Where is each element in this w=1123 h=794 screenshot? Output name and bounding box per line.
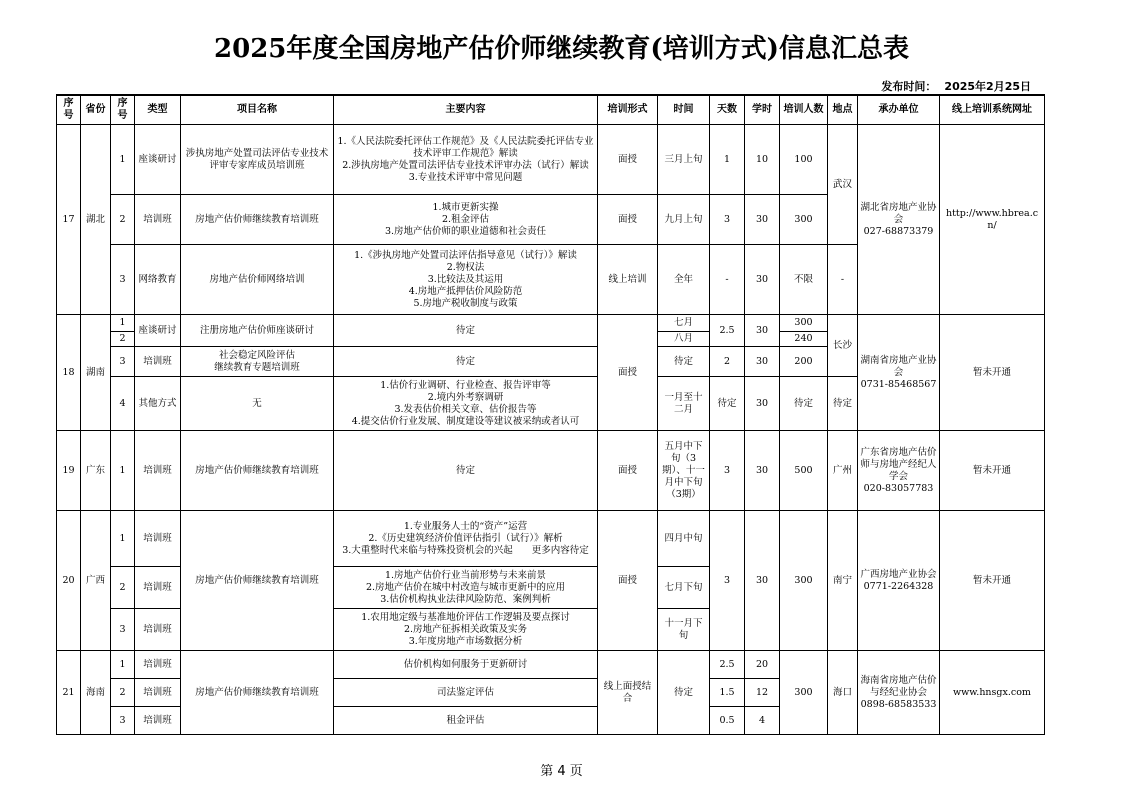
content-line: 2.涉执房地产处置司法评估专业技术评审办法（试行）解读 (342, 159, 589, 171)
days-cell: 0.5 (710, 707, 745, 735)
content-cell: 待定 (334, 315, 598, 347)
content-cell (334, 195, 598, 245)
header-sub-seq: 序号 (111, 95, 135, 125)
hours-cell: 10 (745, 125, 780, 195)
content-cell: 待定 (334, 431, 598, 511)
text-line: 湖南省房地产业协会 (860, 354, 937, 378)
table-row (57, 125, 1045, 195)
form-cell: 面授 (598, 315, 658, 431)
content-cell (334, 245, 598, 315)
text-line: 027-68873379 (863, 225, 934, 237)
form-cell: 线上培训 (598, 245, 658, 315)
seq-cell: 18 (57, 315, 81, 431)
table-row (57, 431, 1045, 511)
content-cell: 司法鉴定评估 (334, 679, 598, 707)
text-line: 海南省房地产估价与经纪业协会 (860, 674, 937, 698)
time-cell: 三月上旬 (658, 125, 710, 195)
header-content: 主要内容 (334, 95, 598, 125)
type-cell: 培训班 (135, 195, 181, 245)
type-cell: 培训班 (135, 651, 181, 679)
days-cell: 1.5 (710, 679, 745, 707)
hours-cell: 4 (745, 707, 780, 735)
content-line: 4.房地产抵押估价风险防范 (408, 285, 523, 297)
days-cell: 1 (710, 125, 745, 195)
org-cell (858, 511, 940, 651)
content-line: 1.《人民法院委托评估工作规范》及《人民法院委托评估专业技术评审工作规范》解读 (337, 135, 594, 159)
seq-cell: 17 (57, 125, 81, 315)
sub-seq-cell: 1 (111, 431, 135, 511)
content-line: 2.房地产征拆相关政策及实务 (403, 623, 528, 635)
place-cell: 南宁 (828, 511, 858, 651)
header-type: 类型 (135, 95, 181, 125)
province-cell: 湖北 (81, 125, 111, 315)
content-cell (334, 609, 598, 651)
url-cell: http://www.hbrea.cn/ (940, 125, 1045, 315)
days-cell: 3 (710, 511, 745, 651)
days-cell: 待定 (710, 377, 745, 431)
content-line: 3.房地产估价师的职业道德和社会责任 (384, 225, 547, 237)
count-cell: 不限 (780, 245, 828, 315)
hours-cell: 20 (745, 651, 780, 679)
content-line: 1.城市更新实操 (432, 201, 499, 213)
text-line: 0898-68583533 (860, 698, 937, 710)
publish-label: 发布时间： (881, 80, 937, 93)
seq-cell: 20 (57, 511, 81, 651)
header-time: 时间 (658, 95, 710, 125)
type-cell: 培训班 (135, 609, 181, 651)
header-org: 承办单位 (858, 95, 940, 125)
content-line: 3.估价机构执业法律风险防范、案例判析 (380, 593, 551, 605)
text-line: 0771-2264328 (863, 580, 934, 592)
form-cell: 线上面授结合 (598, 651, 658, 735)
content-line: 3.专业技术评审中常见问题 (408, 171, 523, 183)
sub-seq-cell: 3 (111, 245, 135, 315)
days-cell: 2 (710, 347, 745, 377)
type-cell: 网络教育 (135, 245, 181, 315)
content-line: 1.农用地定级与基准地价评估工作逻辑及要点探讨 (361, 611, 570, 623)
time-cell: 四月中旬 (658, 511, 710, 567)
content-line: 2.境内外考察调研 (427, 391, 504, 403)
header-count: 培训人数 (780, 95, 828, 125)
url-cell: www.hnsgx.com (940, 651, 1045, 735)
org-cell (858, 431, 940, 511)
name-cell: 无 (181, 377, 334, 431)
content-line: 2.物权法 (446, 261, 485, 273)
text-line: 广西房地产业协会 (860, 568, 937, 580)
content-line: 1.《涉执房地产处置司法评估指导意见（试行）》解读 (354, 249, 577, 261)
count-cell: 300 (780, 195, 828, 245)
org-cell (858, 315, 940, 431)
sub-seq-cell: 2 (111, 332, 135, 347)
text-line: 继续教育专题培训班 (214, 361, 300, 373)
content-cell: 待定 (334, 347, 598, 377)
place-cell: 待定 (828, 377, 858, 431)
page-title: 2025年度全国房地产估价师继续教育(培训方式)信息汇总表 (214, 34, 909, 64)
name-cell: 房地产估价师继续教育培训班 (181, 431, 334, 511)
header-province: 省份 (81, 95, 111, 125)
sub-seq-cell: 3 (111, 347, 135, 377)
sub-seq-cell: 1 (111, 511, 135, 567)
count-cell: 100 (780, 125, 828, 195)
header-name: 项目名称 (181, 95, 334, 125)
days-cell: 3 (710, 431, 745, 511)
sub-seq-cell: 1 (111, 651, 135, 679)
text-line: 湖北省房地产业协会 (860, 201, 937, 225)
days-cell: - (710, 245, 745, 315)
count-cell: 300 (780, 511, 828, 651)
sub-seq-cell: 2 (111, 567, 135, 609)
type-cell: 培训班 (135, 511, 181, 567)
header-seq: 序号 (57, 95, 81, 125)
publish-date (873, 78, 1031, 94)
place-cell: 武汉 (828, 125, 858, 245)
header-days: 天数 (710, 95, 745, 125)
hours-cell: 12 (745, 679, 780, 707)
content-line: 5.房地产税收制度与政策 (413, 297, 518, 309)
sub-seq-cell: 2 (111, 195, 135, 245)
content-line: 1.房地产估价行业当前形势与未来前景 (384, 569, 547, 581)
province-cell: 海南 (81, 651, 111, 735)
type-cell: 培训班 (135, 679, 181, 707)
header-place: 地点 (828, 95, 858, 125)
name-cell (181, 347, 334, 377)
publish-date-value: 2025年2月25日 (944, 80, 1031, 93)
form-cell: 面授 (598, 125, 658, 195)
sub-seq-cell: 3 (111, 609, 135, 651)
time-cell: 五月中下旬（3期）、十一月中下旬（3期） (658, 431, 710, 511)
form-cell: 面授 (598, 431, 658, 511)
text-line: 广东省房地产估价师与房地产经纪人学会 (860, 446, 937, 482)
hours-cell: 30 (745, 347, 780, 377)
hours-cell: 30 (745, 431, 780, 511)
page-number: 第 4 页 (540, 764, 583, 779)
url-cell: 暂未开通 (940, 511, 1045, 651)
header-hours: 学时 (745, 95, 780, 125)
content-line: 1.估价行业调研、行业检查、报告评审等 (380, 379, 551, 391)
days-cell: 2.5 (710, 315, 745, 347)
name-cell: 房地产估价师网络培训 (181, 245, 334, 315)
content-cell (334, 377, 598, 431)
count-cell: 200 (780, 347, 828, 377)
content-line: 3.发表估价相关文章、估价报告等 (394, 403, 537, 415)
type-cell: 其他方式 (135, 377, 181, 431)
count-cell: 待定 (780, 377, 828, 431)
content-cell: 估价机构如何服务于更新研讨 (334, 651, 598, 679)
sub-seq-cell: 2 (111, 679, 135, 707)
name-cell: 注册房地产估价师座谈研讨 (181, 315, 334, 347)
content-line: 3.年度房地产市场数据分析 (408, 635, 523, 647)
days-cell: 3 (710, 195, 745, 245)
training-info-table (56, 94, 1045, 735)
header-row (57, 95, 1045, 125)
seq-cell: 21 (57, 651, 81, 735)
org-cell (858, 125, 940, 315)
days-cell: 2.5 (710, 651, 745, 679)
name-cell: 涉执房地产处置司法评估专业技术评审专家库成员培训班 (181, 125, 334, 195)
time-cell: 全年 (658, 245, 710, 315)
province-cell: 广西 (81, 511, 111, 651)
url-cell: 暂未开通 (940, 431, 1045, 511)
name-cell: 房地产估价师继续教育培训班 (181, 651, 334, 735)
content-cell (334, 125, 598, 195)
content-line: 3.比较法及其运用 (427, 273, 504, 285)
hours-cell: 30 (745, 315, 780, 347)
province-cell: 广东 (81, 431, 111, 511)
type-cell: 座谈研讨 (135, 125, 181, 195)
province-cell: 湖南 (81, 315, 111, 431)
sub-seq-cell: 1 (111, 315, 135, 332)
seq-cell: 19 (57, 431, 81, 511)
hours-cell: 30 (745, 245, 780, 315)
name-cell: 房地产估价师继续教育培训班 (181, 511, 334, 651)
hours-cell: 30 (745, 195, 780, 245)
time-cell: 一月至十二月 (658, 377, 710, 431)
count-cell: 300 (780, 651, 828, 735)
hours-cell: 30 (745, 511, 780, 651)
header-url: 线上培训系统网址 (940, 95, 1045, 125)
place-cell: 海口 (828, 651, 858, 735)
table-row (57, 651, 1045, 679)
content-cell: 租金评估 (334, 707, 598, 735)
time-cell: 八月 (658, 332, 710, 347)
type-cell: 培训班 (135, 567, 181, 609)
content-line: 2.租金评估 (441, 213, 490, 225)
name-cell: 房地产估价师继续教育培训班 (181, 195, 334, 245)
content-cell (334, 567, 598, 609)
content-cell (334, 511, 598, 567)
content-line: 2.房地产估价在城中村改造与城市更新中的应用 (365, 581, 566, 593)
text-line: 社会稳定风险评估 (218, 349, 295, 361)
text-line: 0731-85468567 (860, 378, 937, 390)
content-line: 4.提交估价行业发展、制度建设等建议被采纳或者认可 (351, 415, 580, 427)
place-cell: 广州 (828, 431, 858, 511)
table-row (57, 315, 1045, 332)
place-cell: - (828, 245, 858, 315)
header-form: 培训形式 (598, 95, 658, 125)
type-cell: 座谈研讨 (135, 315, 181, 347)
sub-seq-cell: 4 (111, 377, 135, 431)
time-cell: 七月下旬 (658, 567, 710, 609)
content-line: 2.《历史建筑经济价值评估指引（试行）》解析 (368, 532, 563, 544)
form-cell: 面授 (598, 195, 658, 245)
content-line: 1.专业服务人士的“资产”运营 (403, 520, 528, 532)
table-row (57, 511, 1045, 567)
url-cell: 暂未开通 (940, 315, 1045, 431)
type-cell: 培训班 (135, 347, 181, 377)
org-cell (858, 651, 940, 735)
count-cell: 300 (780, 315, 828, 332)
text-line: 020-83057783 (863, 482, 934, 494)
count-cell: 240 (780, 332, 828, 347)
time-cell: 十一月下旬 (658, 609, 710, 651)
form-cell: 面授 (598, 511, 658, 651)
type-cell: 培训班 (135, 707, 181, 735)
time-cell: 待定 (658, 347, 710, 377)
time-cell: 九月上旬 (658, 195, 710, 245)
time-cell: 待定 (658, 651, 710, 735)
hours-cell: 30 (745, 377, 780, 431)
type-cell: 培训班 (135, 431, 181, 511)
place-cell: 长沙 (828, 315, 858, 377)
content-line: 3.大重整时代来临与特殊投资机会的兴起 更多内容待定 (342, 544, 589, 556)
sub-seq-cell: 1 (111, 125, 135, 195)
count-cell: 500 (780, 431, 828, 511)
sub-seq-cell: 3 (111, 707, 135, 735)
time-cell: 七月 (658, 315, 710, 332)
